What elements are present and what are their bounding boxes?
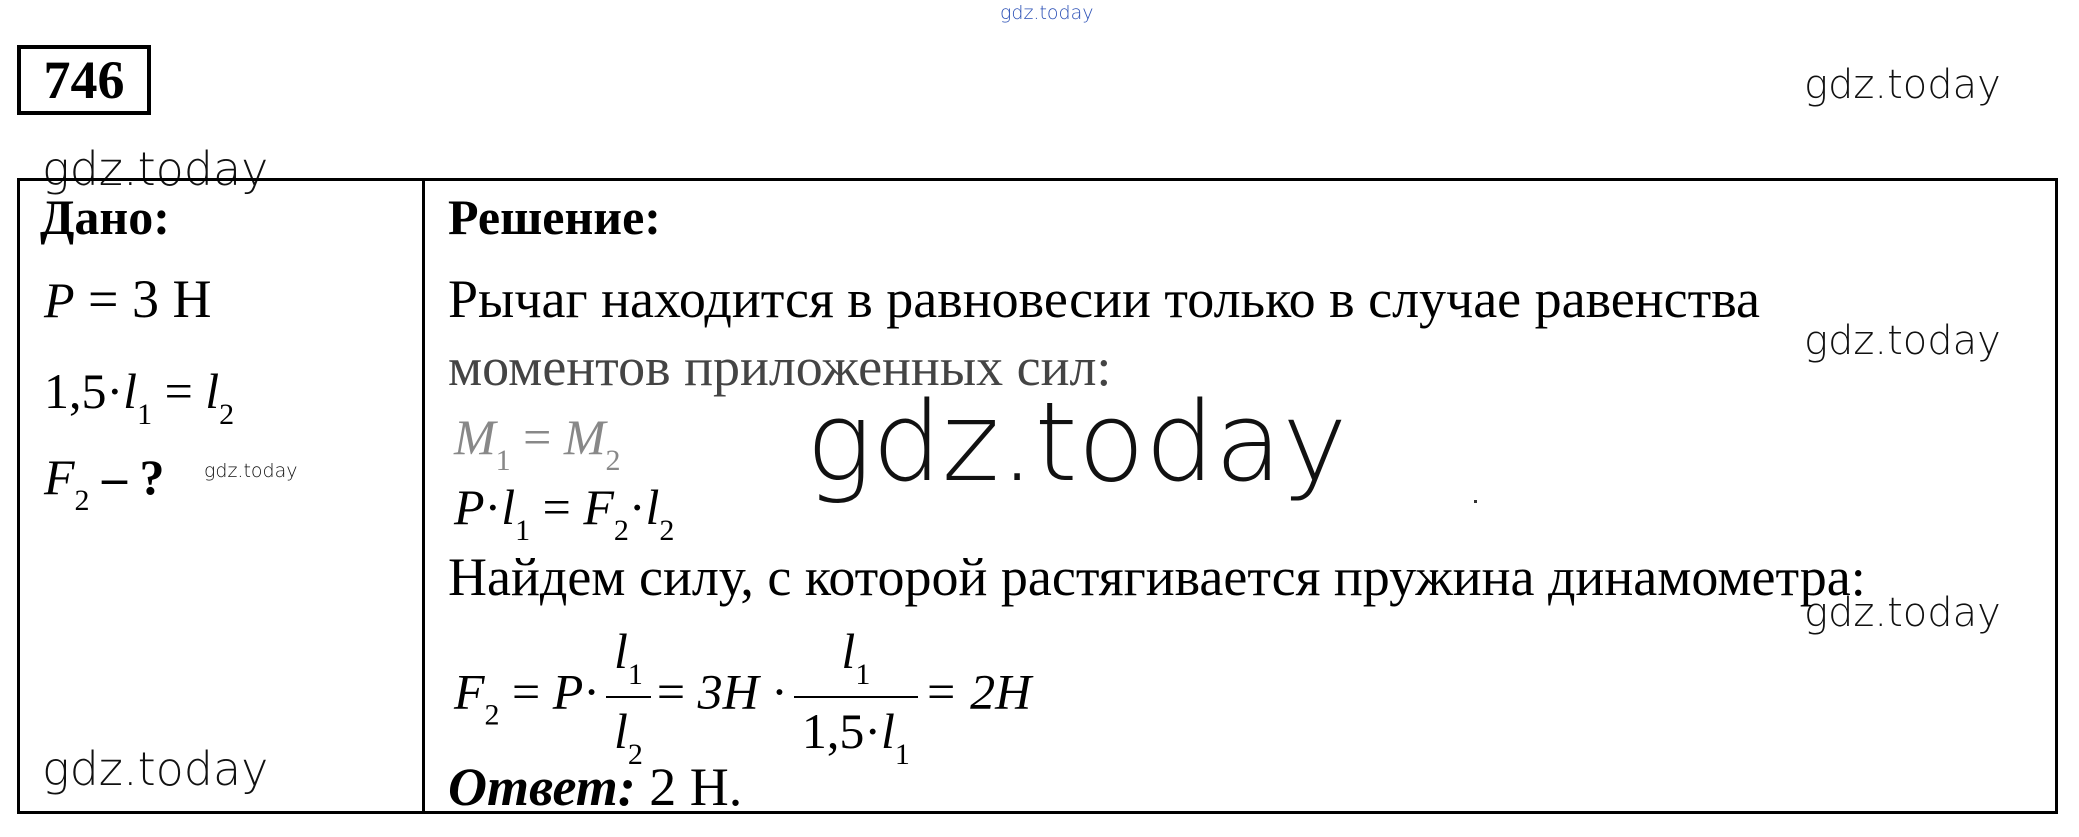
watermark-small: gdz.today bbox=[204, 460, 298, 482]
equation-forces: $P\cdot l_1 = F_2\cdot l_2$ bbox=[454, 479, 675, 547]
given-p: P = 3 Н bbox=[44, 269, 212, 329]
watermark-right-3: gdz.today bbox=[1804, 590, 2001, 636]
solution-line-1: Рычаг находится в равновесии только в случае равенства bbox=[448, 269, 1760, 329]
watermark-top: gdz.today bbox=[1000, 2, 1094, 24]
given-ratio: $1,5\cdot l_1 = l_2$ bbox=[44, 363, 235, 431]
given-unknown: $F_2$ – ? bbox=[44, 449, 165, 517]
watermark-right-2: gdz.today bbox=[1804, 318, 2001, 364]
fraction-l1-over-coef-l1: $\frac{l_1}{1,5\cdot l_1}$ bbox=[794, 622, 918, 772]
equation-result: $F_2 = P\cdot$ $\frac{l_1}{l_2}$ = 3H · $\frac{l_1}{1,5\cdot l_1}$ = 2H bbox=[454, 623, 1032, 771]
watermark-right-1: gdz.today bbox=[1804, 62, 2001, 108]
watermark-left-1: gdz.today bbox=[42, 142, 269, 196]
answer-line bbox=[448, 756, 742, 818]
given-heading: Дано: bbox=[40, 189, 170, 245]
solution-heading: Решение: bbox=[448, 189, 661, 245]
column-divider bbox=[422, 178, 425, 814]
problem-number: 746 bbox=[17, 45, 151, 115]
answer-value: 2 Н. bbox=[635, 757, 743, 817]
stray-mark bbox=[1474, 500, 1477, 503]
solution-line-3: Найдем силу, с которой растягивается пружина динамометра: bbox=[448, 547, 1866, 607]
fraction-l1-over-l2: $\frac{l_1}{l_2}$ bbox=[606, 622, 651, 772]
answer-label: Ответ: bbox=[448, 757, 636, 817]
watermark-center: gdz.today bbox=[806, 378, 1348, 506]
equation-moments: $M_1 = M_2$ bbox=[454, 409, 621, 477]
watermark-left-2: gdz.today bbox=[42, 742, 269, 796]
solution-line-2: моментов приложенных сил: bbox=[448, 337, 1112, 397]
